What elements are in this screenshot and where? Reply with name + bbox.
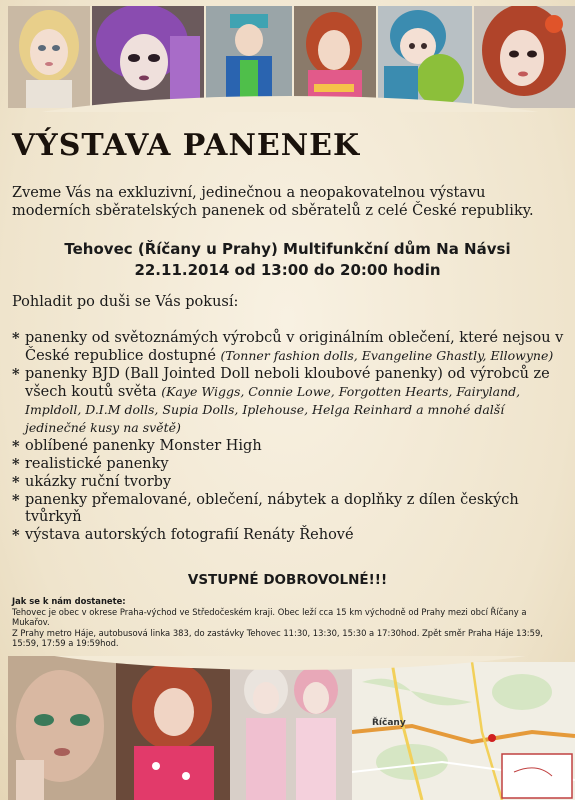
list-item: * panenky BJD (Ball Jointed Doll neboli kloubové panenky) od výrobců ze všech koutů světa (Kaye Wiggs, Connie Lowe, Forgotten Hearts, Fairyland, Impldoll, D.I.M dolls, Supia Dolls, Iplehouse, Helga Reinhard a mnohé další jedinečné kusy na světě): [12, 366, 567, 437]
list-item: * oblíbené panenky Monster High: [12, 438, 567, 455]
entry-fee-notice: VSTUPNÉ DOBROVOLNÉ!!!: [187, 572, 388, 588]
footer-photo-strip: [0, 656, 575, 800]
list-item-note: (Kaye Wiggs, Connie Lowe, Forgotten Hearts, Fairyland, Impldoll, D.I.M dolls, Supia Dolls, Iplehouse, Helga Reinhard a mnohé další jedinečné kusy na světě): [25, 384, 521, 435]
directions-heading: Jak se k nám dostanete:: [12, 596, 126, 606]
map-town-label: Říčany: [372, 718, 406, 728]
doll-photo-6: [474, 6, 575, 108]
feature-list: [12, 330, 567, 545]
page-title: VÝSTAVA PANENEK: [12, 128, 361, 163]
location-map: [352, 662, 575, 800]
map-graphic: [352, 662, 575, 800]
directions-text-1: Tehovec je obec v okrese Praha-východ ve Středočeském kraji. Obec leží cca 15 km východně od Prahy mezi obcí Říčany a Mukařov.: [12, 606, 527, 627]
doll-photo-4: [294, 6, 376, 108]
feature-lead: Pohladit po duši se Vás pokusí:: [12, 294, 239, 310]
doll-photo-3: [206, 6, 292, 108]
doll-photo-8: [116, 656, 230, 800]
doll-photo-7: [8, 656, 116, 800]
list-item: * realistické panenky: [12, 456, 567, 473]
doll-photo-2: [92, 6, 204, 108]
list-item: * panenky od světoznámých výrobců v originálním oblečení, které nejsou v České republice dostupné (Tonner fashion dolls, Evangeline Ghastly, Ellowyne): [12, 330, 567, 365]
directions-section: [12, 596, 562, 649]
event-datetime: 22.11.2014 od 13:00 do 20:00 hodin: [134, 261, 441, 279]
list-item-note: (Tonner fashion dolls, Evangeline Ghastly, Ellowyne): [220, 348, 554, 363]
list-item: * výstava autorských fotografií Renáty Řehové: [12, 527, 567, 544]
directions-text-2: Z Prahy metro Háje, autobusová linka 383, do zastávky Tehovec 11:30, 13:30, 15:30 a 17:30hod. Zpět směr Praha Háje 13:59, 15:59, 17:59 a 19:59hod.: [12, 627, 543, 648]
doll-photo-1: [8, 6, 90, 108]
intro-text: Zveme Vás na exkluzivní, jedinečnou a neopakovatelnou výstavu moderních sběratelských panenek od sběratelů z celé České republiky.: [12, 185, 534, 219]
header-photo-strip: [0, 0, 575, 112]
doll-photo-9: [230, 656, 352, 800]
list-item: * panenky přemalované, oblečení, nábytek a doplňky z dílen českých tvůrkyň: [12, 492, 567, 526]
doll-photo-5: [378, 6, 472, 108]
list-item: * ukázky ruční tvorby: [12, 474, 567, 491]
event-location: Tehovec (Říčany u Prahy) Multifunkční dům Na Návsi: [64, 240, 511, 258]
